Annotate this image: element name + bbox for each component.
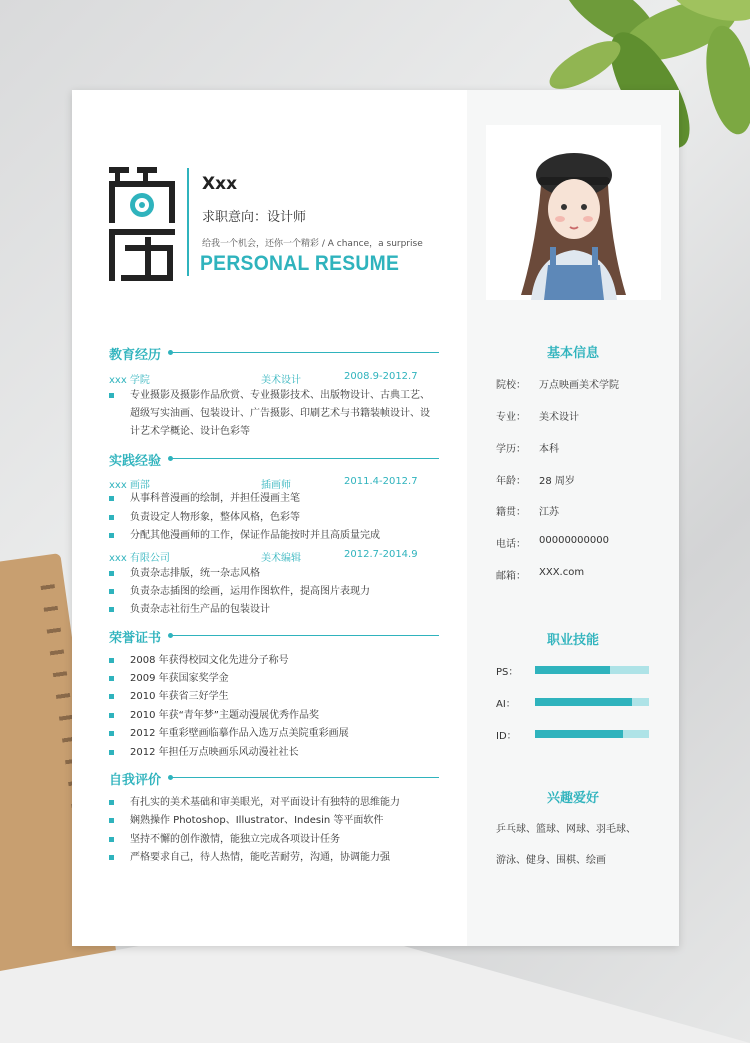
entry-date: 2012.7-2014.9 [344,549,418,560]
section-line [171,777,439,778]
entry-date: 2008.9-2012.7 [344,371,418,382]
list-item: 坚持不懈的创作激情，能独立完成各项设计任务 [109,831,439,849]
entry-role: 美术设计 [261,375,301,386]
section-title-hobbies: 兴趣爱好 [546,791,599,806]
section-line [171,352,439,353]
section-title-basic-info: 基本信息 [546,346,599,361]
skill-bar-id [535,730,649,738]
info-degree: 学历： 本科 [496,444,559,455]
skill-label-id: ID： [496,731,517,742]
skill-fill [535,698,632,706]
section-title-skills: 职业技能 [546,633,599,648]
section-line [171,635,439,636]
skill-fill [535,730,623,738]
section-title-practice: 实践经验 [109,454,162,469]
skill-fill [535,666,610,674]
entry-date: 2011.4-2012.7 [344,476,418,487]
entry-role: 插画师 [261,480,291,491]
avatar [486,125,661,300]
list-item: 2008 年获得校园文化先进分子称号 [109,652,439,670]
entry-role: 美术编辑 [261,553,301,564]
list-item: 负责杂志排版，统一杂志风格 [109,565,439,583]
list-item: 严格要求自己，待人热情，能吃苦耐劳，沟通，协调能力强 [109,849,439,867]
section-dot [168,350,173,355]
section-title-education: 教育经历 [109,348,162,363]
skill-label-ps: PS： [496,667,519,678]
resume-paper [72,90,679,946]
list-item: 2010 年获省三好学生 [109,688,439,706]
section-dot [168,775,173,780]
list-item: 2010 年获“青年梦”主题动漫展优秀作品奖 [109,707,439,725]
info-email: 邮箱： XXX.com [496,567,585,582]
list-item: 专业摄影及摄影作品欣赏、专业摄影技术、出版物设计、古典工艺、超级写实油画、包装设计、广告摄影、印刷艺术与书籍装帧设计、设计艺术学概论、设计色彩等 [109,387,439,441]
section-dot [168,456,173,461]
list-item: 负责杂志插图的绘画，运用作图软件，提高图片表现力 [109,583,439,601]
entry-org: xxx 有限公司 [109,553,170,564]
hobby-line: 乒乓球、篮球、网球、羽毛球、 [496,824,636,835]
list-item: 从事科普漫画的绘制，并担任漫画主笔 [109,490,439,508]
section-dot [168,633,173,638]
header-divider [187,168,189,276]
hobby-line: 游泳、健身、围棋、绘画 [496,855,606,866]
entry-org: xxx 画部 [109,480,150,491]
section-line [171,458,439,459]
list-item: 2012 年担任万点映画乐风动漫社社长 [109,744,439,762]
list-item: 负责杂志社衍生产品的包装设计 [109,601,439,619]
list-item: 有扎实的美术基础和审美眼光，对平面设计有独特的思维能力 [109,794,439,812]
list-item: 负责设定人物形象，整体风格，色彩等 [109,509,439,527]
slogan: 给我一个机会，还你一个精彩 / A chance，a surprise [202,239,423,249]
skill-bar-ps [535,666,649,674]
section-title-honors: 荣誉证书 [109,631,162,646]
candidate-name: Xxx [202,174,238,194]
info-major: 专业： 美术设计 [496,412,579,423]
info-hometown: 籍贯： 江苏 [496,507,559,518]
skill-label-ai: AI： [496,699,516,710]
info-school: 院校： 万点映画美术学院 [496,380,619,391]
personal-resume-heading: PERSONAL RESUME [200,252,400,275]
list-item: 2009 年获国家奖学金 [109,670,439,688]
list-item: 娴熟操作 Photoshop、Illustrator、Indesin 等平面软件 [109,812,439,830]
entry-org: xxx 学院 [109,375,150,386]
section-title-self-eval: 自我评价 [109,773,162,788]
job-intent: 求职意向：设计师 [202,210,307,225]
list-item: 2012 年重彩壁画临摹作品入选万点美院重彩画展 [109,725,439,743]
info-phone: 电话： 00000000000 [496,535,609,550]
jianli-title-logo [107,165,182,285]
list-item: 分配其他漫画师的工作，保证作品能按时并且高质量完成 [109,527,439,545]
skill-bar-ai [535,698,649,706]
info-age: 年龄： 28 周岁 [496,476,575,487]
